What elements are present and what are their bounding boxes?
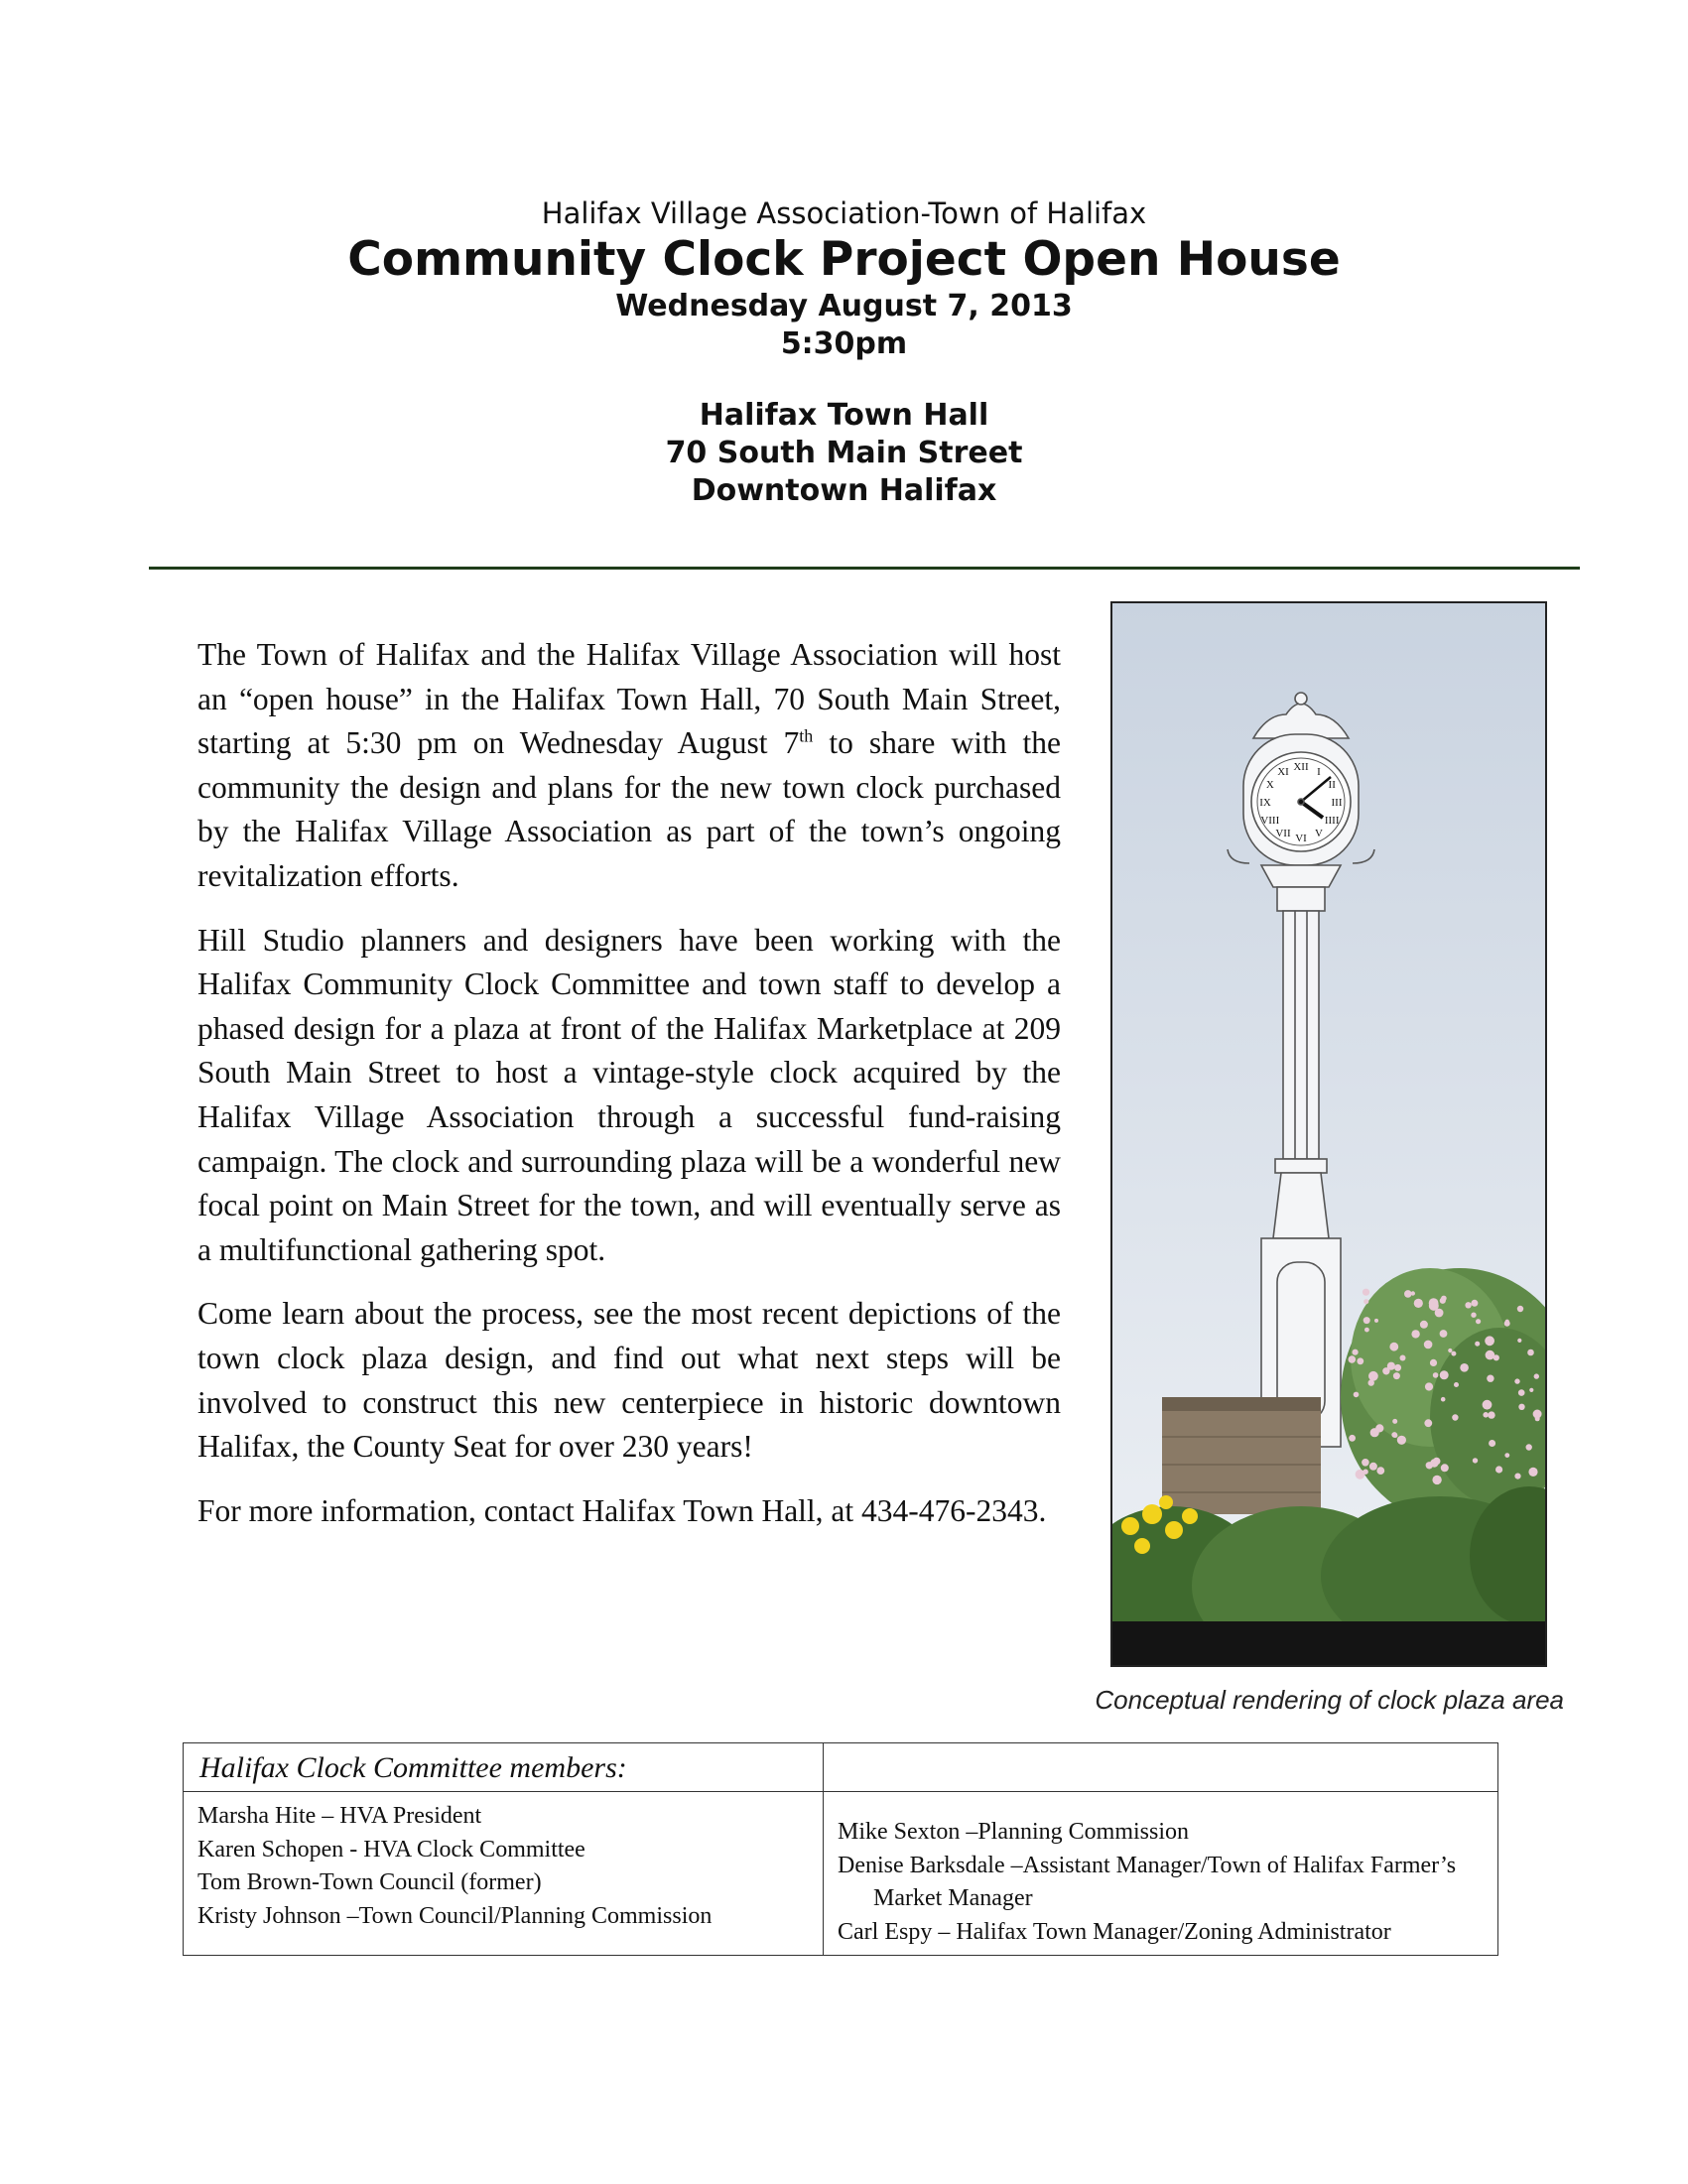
committee-member: Marsha Hite – HVA President [197, 1803, 482, 1829]
post-shaft [1283, 911, 1319, 1159]
clock-numeral: X [1265, 779, 1274, 791]
venue-area: Downtown Halifax [691, 473, 997, 508]
clock-numeral: II [1328, 779, 1336, 791]
clock-numeral: III [1331, 797, 1343, 809]
clock-numeral: XI [1277, 765, 1289, 778]
figure-caption: Conceptual rendering of clock plaza area [1095, 1685, 1564, 1715]
paragraph-contact: For more information, contact Halifax Town Hall, at 434-476-2343. [197, 1492, 1047, 1528]
clock-numeral: I [1317, 765, 1321, 778]
committee-member: Carl Espy – Halifax Town Manager/Zoning Administrator [838, 1918, 1391, 1945]
paragraph-design: Hill Studio planners and designers have been working with the Halifax Community Clock Committee and town staff to develop a phased design for a plaza at front of the Halifax Marketplace at 209 South Main Street to host a vintage-style clock acquired by the Halifax Village Association through a successful fund-raising campaign. The clock and surrounding plaza will be a wonderful new focal point on Main Street for the town, and will eventually serve as a multifunctional gathering spot. [197, 922, 1061, 1267]
committee-table [183, 1742, 1498, 1956]
clock-rendering-image [1110, 601, 1547, 1667]
flyer-header [0, 194, 1688, 510]
event-time: 5:30pm [780, 326, 908, 361]
committee-member: Karen Schopen - HVA Clock Committee [197, 1836, 585, 1863]
ordinal-suffix: th [799, 725, 814, 746]
event-location [0, 397, 1688, 510]
post-neck [1261, 865, 1341, 887]
post-collar [1277, 887, 1325, 911]
committee-member: Denise Barksdale –Assistant Manager/Town of Halifax Farmer’s Market Manager [838, 1852, 1457, 1911]
venue-name: Halifax Town Hall [699, 398, 989, 433]
committee-member: Tom Brown-Town Council (former) [197, 1869, 542, 1895]
clock-numeral: IIII [1324, 815, 1340, 827]
committee-header-row [184, 1743, 1498, 1792]
committee-right-column [824, 1792, 1498, 1956]
committee-left-column [184, 1792, 824, 1956]
paragraph-intro: The Town of Halifax and the Halifax Village Association will host an “open house” in the Halifax Town Hall, 70 South Main Street, starting at 5:30 pm on Wednesday August 7th to share with the community the design and plans for the new town clock purchased by the Halifax Village Association as part of the town’s ongoing revitalization efforts. [197, 637, 1061, 893]
committee-members-row [184, 1792, 1498, 1956]
event-date: Wednesday August 7, 2013 [615, 289, 1073, 323]
paragraph-invitation: Come learn about the process, see the most recent depictions of the town clock plaza design, and find out what next steps will be involved to construct this new centerpiece in historic downtown Halifax, the County Seat for over 230 years! [197, 1296, 1061, 1465]
clock-numeral: XII [1293, 761, 1309, 773]
clock-numeral: IX [1259, 797, 1271, 809]
clock-numeral: V [1315, 828, 1323, 840]
ground-strip [1112, 1621, 1545, 1665]
clock-numeral: VI [1295, 833, 1307, 844]
clock-numeral: VIII [1260, 815, 1280, 827]
committee-member: Kristy Johnson –Town Council/Planning Commission [197, 1902, 713, 1929]
stone-wall [1162, 1405, 1321, 1514]
organizer-line: Halifax Village Association-Town of Halifax [541, 196, 1147, 230]
committee-member: Mike Sexton –Planning Commission [838, 1819, 1190, 1845]
post-ring [1275, 1159, 1327, 1173]
venue-street: 70 South Main Street [665, 436, 1023, 470]
event-title: Community Clock Project Open House [347, 232, 1341, 287]
committee-heading: Halifax Clock Committee members: [184, 1743, 824, 1792]
committee-heading-blank [824, 1743, 1498, 1792]
clock-numeral: VII [1275, 828, 1291, 840]
header-divider [149, 567, 1580, 570]
announcement-body [197, 633, 1061, 1553]
